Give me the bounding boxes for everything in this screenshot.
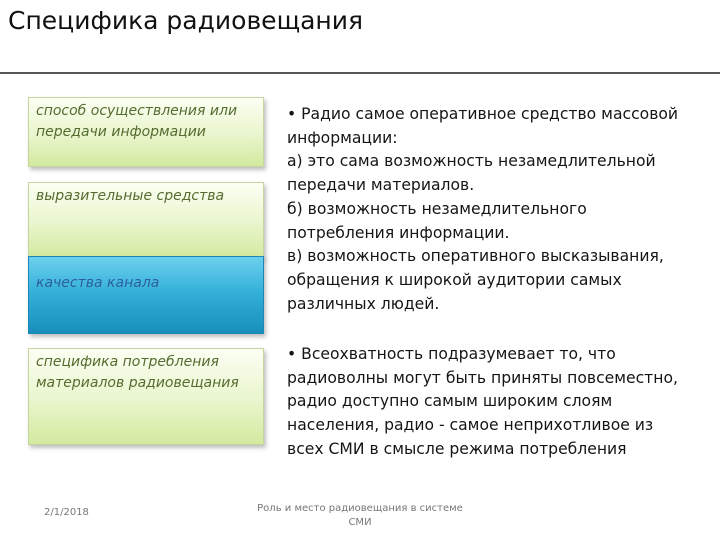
text-line: а) это сама возможность незамедлительной: [287, 152, 656, 171]
category-box-expressive-means: выразительные средства: [28, 182, 264, 258]
text-line: всех СМИ в смысле режима потребления: [287, 439, 627, 458]
category-box-channel-qualities: качества канала: [28, 256, 264, 334]
text-line: различных людей.: [287, 294, 440, 313]
category-box-consumption: специфика потребления материалов радиовещания: [28, 348, 264, 445]
text-block-coverage: [287, 343, 678, 462]
slide-title: Специфика радиовещания: [8, 6, 364, 35]
category-box-transmission: способ осуществления или передачи информации: [28, 97, 264, 167]
text-line: радио доступно самым широким слоям: [287, 392, 613, 411]
text-block-operativeness: [287, 103, 678, 316]
text-line: в) возможность оперативного высказывания,: [287, 247, 664, 266]
text-line: • Радио самое оперативное средство массовой: [287, 105, 679, 123]
text-line: населения, радио - самое неприхотливое из: [287, 416, 654, 435]
footer-caption-line: Роль и место радиовещания в системе: [257, 503, 463, 514]
text-line: радиоволны могут быть приняты повсеместно,: [287, 368, 678, 387]
footer-caption-line: СМИ: [348, 517, 372, 528]
text-line: информации:: [287, 128, 398, 147]
text-line: б) возможность незамедлительного: [287, 199, 587, 218]
text-line: потребления информации.: [287, 223, 510, 242]
footer-caption: [240, 502, 480, 530]
footer-date: 2/1/2018: [44, 507, 89, 518]
text-line: передачи материалов.: [287, 176, 475, 195]
title-divider: [0, 72, 720, 74]
text-line: • Всеохватность подразумевает то, что: [287, 345, 616, 363]
text-line: обращения к широкой аудитории самых: [287, 270, 622, 289]
